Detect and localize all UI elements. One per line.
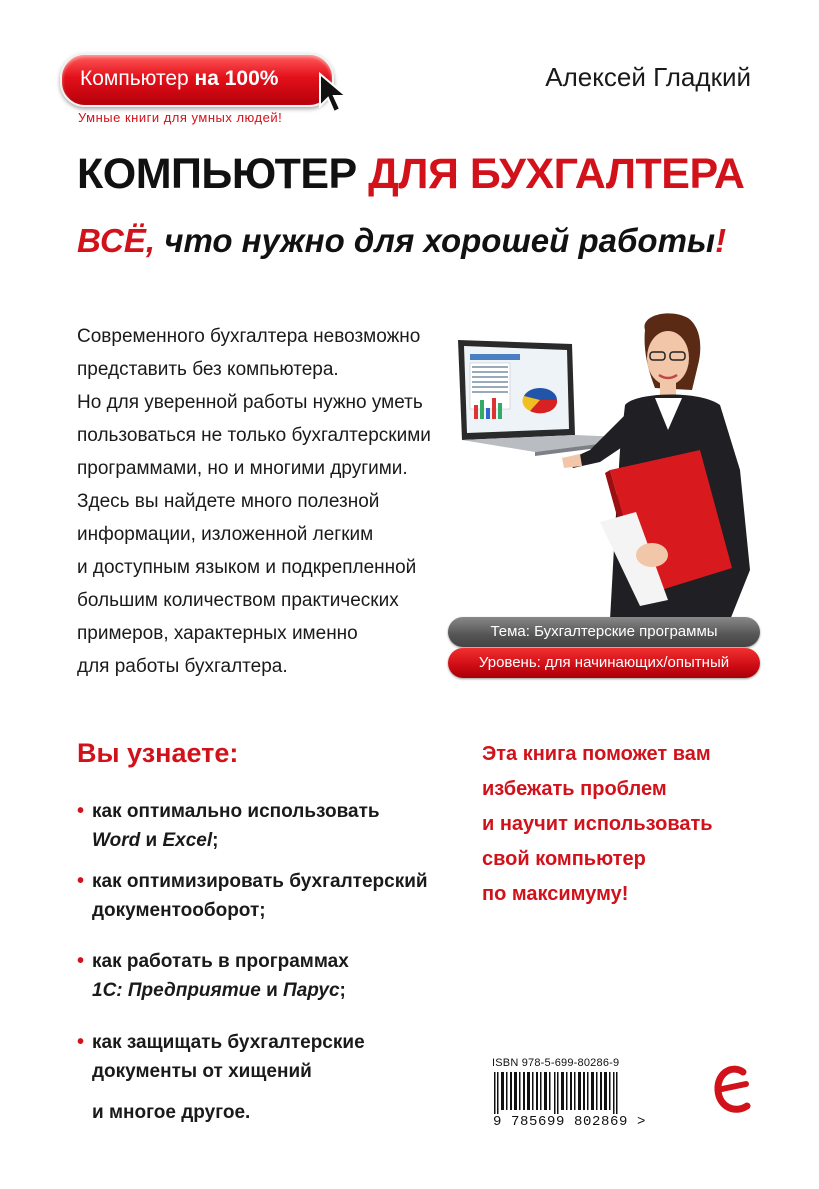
barcode-digits: 9 785699 802869 > bbox=[493, 1114, 647, 1130]
woman-figure bbox=[562, 313, 750, 620]
description-line: Но для уверенной работы нужно уметь bbox=[77, 392, 423, 413]
series-badge bbox=[60, 53, 334, 107]
description-line: примеров, характерных именно bbox=[77, 623, 358, 644]
bullet-dot-icon: • bbox=[77, 870, 85, 892]
topic-pill: Тема: Бухгалтерские программы bbox=[448, 617, 760, 647]
level-pill: Уровень: для начинающих/опытный bbox=[448, 648, 760, 678]
series-name: Компьютер на 100% bbox=[80, 67, 279, 90]
description-line: пользоваться не только бухгалтерскими bbox=[77, 425, 431, 446]
promo-line: свой компьютер bbox=[482, 848, 646, 870]
promo-line: по максимуму! bbox=[482, 883, 629, 905]
cover-illustration bbox=[440, 310, 780, 620]
author-name: Алексей Гладкий bbox=[545, 62, 751, 92]
subtitle-part-2: что нужно для хорошей работы bbox=[155, 222, 716, 259]
subtitle-part-1: ВСЁ, bbox=[77, 222, 156, 259]
cursor-icon bbox=[318, 72, 358, 114]
description-line: Здесь вы найдете много полезной bbox=[77, 491, 380, 512]
description-line: для работы бухгалтера. bbox=[77, 656, 288, 677]
bullet-dot-icon: • bbox=[77, 800, 85, 822]
bullet-dot-icon: • bbox=[77, 950, 85, 972]
book-subtitle bbox=[77, 222, 726, 260]
description-line: представить без компьютера. bbox=[77, 359, 339, 380]
description-line: информации, изложенной легким bbox=[77, 524, 374, 545]
title-part-2: ДЛЯ БУХГАЛТЕРА bbox=[368, 150, 745, 198]
description-line: Современного бухгалтера невозможно bbox=[77, 326, 421, 347]
isbn-text: ISBN 978-5-699-80286-9 bbox=[492, 1057, 620, 1069]
description-line: большим количеством практических bbox=[77, 590, 399, 611]
title-part-1: КОМПЬЮТЕР bbox=[77, 150, 369, 198]
bullet-item: • как оптимизировать бухгалтерский документооборот; bbox=[77, 867, 428, 925]
promo-text bbox=[482, 737, 713, 912]
publisher-logo-icon bbox=[713, 1062, 753, 1118]
promo-line: и научит использовать bbox=[482, 813, 713, 835]
promo-line: Эта книга поможет вам bbox=[482, 743, 711, 765]
bullet-final: и многое другое. bbox=[92, 1102, 251, 1123]
bullet-item: • как защищать бухгалтерские документы от хищений bbox=[77, 1028, 365, 1086]
description-line: программами, но и многими другими. bbox=[77, 458, 408, 479]
description-line: и доступным языком и подкрепленной bbox=[77, 557, 417, 578]
promo-line: избежать проблем bbox=[482, 778, 667, 800]
description bbox=[77, 320, 447, 683]
series-slogan: Умные книги для умных людей! bbox=[78, 110, 283, 125]
bullet-dot-icon: • bbox=[77, 1031, 85, 1053]
bullet-item: • как оптимально использовать Word и Excel; bbox=[77, 797, 380, 855]
bullet-item: • как работать в программах 1С: Предприятие и Парус; bbox=[77, 947, 349, 1005]
subtitle-part-3: ! bbox=[715, 222, 727, 259]
book-title bbox=[77, 150, 744, 199]
learn-heading: Вы узнаете: bbox=[77, 738, 239, 768]
barcode-icon bbox=[492, 1072, 624, 1114]
